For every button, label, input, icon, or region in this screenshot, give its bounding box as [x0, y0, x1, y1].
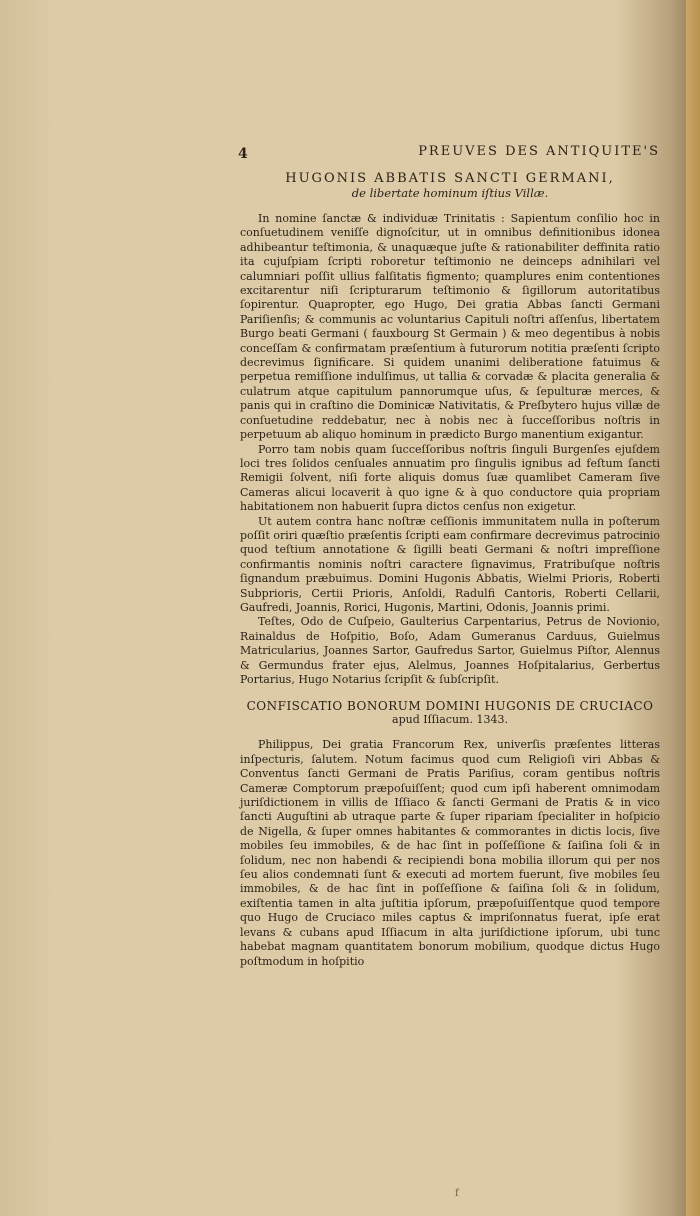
document-2-subtitle: apud Iſſiacum. 1343. — [392, 713, 508, 727]
document-1-paragraph: In nomine ſanctæ & individuæ Trinitatis : Sapientum conſilio hoc in conſuetudinem veniſſe dignoſcitur, ut in omnibus definitionibus idonea adhibeantur teſtimonia, & unaquæque juſte & rationabiliter deffinita ratio ita cujuſpiam ſcripti roboretur teſtimonio ne deinceps adnihilari vel calumniari poſſit ullius falſitatis figmento; quamplures enim contentiones excitarentur niſi ſcripturarum teſtimonio & ſigillorum autoritatibus ſopirentur. Quapropter, ego Hugo, Dei gratia Abbas ſancti Germani Pariſienſis; & communis ac voluntarius Capituli noſtri aſſenſus, libertatem Burgo beati Germani ( fauxbourg St Germain ) & meo degentibus à nobis conceſſam & confirmatam præſentium à futurorum notitia præſenti ſcripto decrevimus ſignificare. Si quidem unanimi deliberatione fatuimus & perpetua remiſſione indulſimus, ut tallia & corvadæ & placita generalia & culatrum atque capitulum pannorumque uſus, & ſepulturæ merces, & panis qui in craſtino die Dominicæ Nativitatis, & Preſbytero hujus villæ de conſuetudine reddebatur, nec à nobis nec à ſucceſſoribus noſtris in perpetuum ab aliquo hominum in prædicto Burgo manentium exigantur. — [240, 212, 660, 442]
document-1-paragraph: Ut autem contra hanc noſtræ ceſſionis immunitatem nulla in poſterum poſſit oriri quæſtio præſentis ſcripti eam confirmare decrevimus patrocinio quod teſtium annotatione & ſigilli beati Germani & noſtri impreſſione confirmantis nominis noſtri caractere ſignavimus, Fratribuſque noſtris ſignandum præbuimus. Domini Hugonis Abbatis, Wielmi Prioris, Roberti Subprioris, Certii Prioris, Anſoldi, Radulfi Cantoris, Roberti Cellarii, Gaufredi, Joannis, Rorici, Hugonis, Martini, Odonis, Joannis primi. — [240, 514, 660, 614]
document-2-title: CONFISCATIO BONORUM DOMINI HUGONIS DE CRUCIACO — [246, 699, 654, 714]
document-1-title: HUGONIS ABBATIS SANCTI GERMANI, — [285, 171, 615, 186]
document-1-paragraph: Porro tam nobis quam ſucceſſoribus noſtris ſinguli Burgenſes ejuſdem loci tres ſolidos cenſuales annuatim pro ſingulis ignibus ad feſtum ſancti Remigii ſolvent, niſi forte aliquis domus ſuæ quamlibet Cameram ſive Cameras alicui locaverit à quo igne & à quo conductore quia propriam habitationem non habuerit ſupra dictos cenſus non exigetur. — [240, 442, 660, 514]
document-2-paragraph: Philippus, Dei gratia Francorum Rex, univerſis præſentes litteras inſpecturis, ſalutem. Notum facimus quod cum Religioſi viri Abbas & Conventus ſancti Germani de Pratis Pariſius, coram gentibus noſtris Cameræ Comptorum præpoſuiſſent; quod cum ipſi haberent omnimodam juriſdictionem in villis de Iſſiaco & ſancti Germani de Pratis & in vico ſancti Auguſtini ab utraque parte & ſuper ripariam ſpecialiter in hoſpicio de Nigella, & ſuper omnes habitantes & commorantes in dictis locis, ſive mobiles ſeu immobiles, & de hac ſint in poſſeſſione & ſaiſina ſoli & in ſolidum, nec non habendi & recipiendi bona mobilia illorum qui per nos ſeu alios condemnati ſunt & executi ad mortem fuerunt, ſive mobiles ſeu immobiles, & de hac ſint in poſſeſſione & ſaiſina ſoli & in ſolidum, exiſtentia tamen in alta juſtitia ipſorum, præpoſuiſſentque quod tempore quo Hugo de Cruciaco miles captus & impriſonnatus fuerat, ipſe erat levans & cubans apud Iſſiacum in alta juriſdictione ipſorum, ubi tunc habebat magnam quantitatem bonorum mobilium, quodque dictus Hugo poſtmodum in hoſpitio — [240, 738, 660, 968]
page-content — [240, 140, 660, 969]
document-1-subtitle: de libertate hominum iſtius Villæ. — [351, 186, 549, 200]
document-1-paragraph: Teſtes, Odo de Cuſpeio, Gaulterius Carpentarius, Petrus de Novionio, Rainaldus de Hoſpitio, Boſo, Adam Gumeranus Carduus, Guielmus Matricularius, Joannes Sartor, Gaufredus Sartor, Guielmus Piſtor, Alennus & Germundus frater ejus, Alelmus, Joannes Hoſpitalarius, Gerbertus Portarius, Hugo Notarius ſcripſit & ſubſcripſit. — [240, 615, 660, 686]
signature-mark: f — [455, 1188, 459, 1199]
page-edge — [686, 0, 700, 1216]
running-title: PREUVES DES ANTIQUITE'S — [418, 144, 660, 159]
page-number: 4 — [238, 146, 248, 162]
